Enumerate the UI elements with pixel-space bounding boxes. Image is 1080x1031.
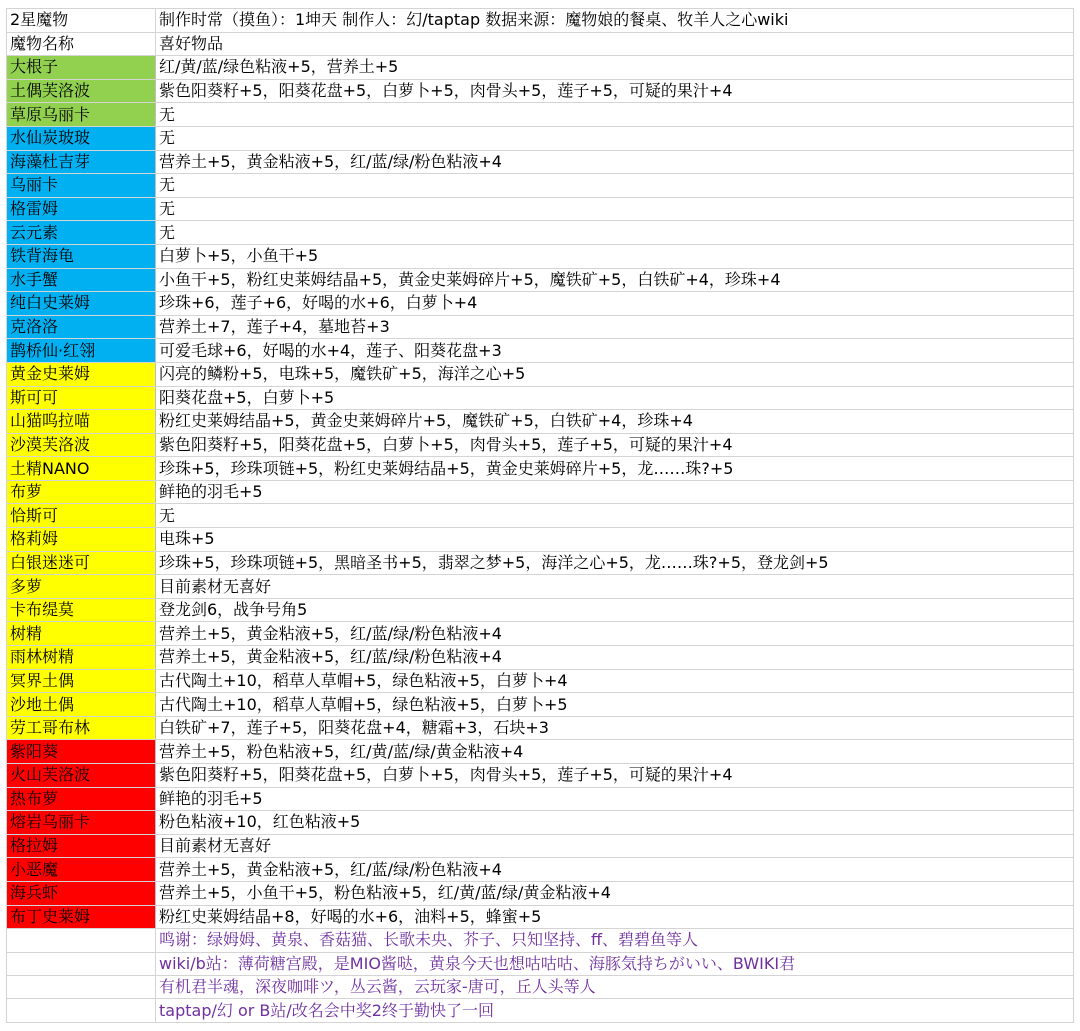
- liked-items-cell[interactable]: 营养土+5，黄金粘液+5，红/蓝/绿/粉色粘液+4: [156, 858, 1074, 882]
- monster-row: [7, 126, 1074, 150]
- monster-name-cell[interactable]: 土偶芙洛波: [7, 79, 156, 103]
- monster-name-cell[interactable]: 格拉姆: [7, 834, 156, 858]
- monster-name-cell[interactable]: 铁背海龟: [7, 244, 156, 268]
- monster-row: [7, 504, 1074, 528]
- monster-row: [7, 764, 1074, 788]
- monster-row: [7, 622, 1074, 646]
- liked-items-cell[interactable]: 营养土+5，小鱼干+5，粉色粘液+5，红/黄/蓝/绿/黄金粘液+4: [156, 881, 1074, 905]
- liked-items-cell[interactable]: 白萝卜+5，小鱼干+5: [156, 244, 1074, 268]
- monster-row: [7, 457, 1074, 481]
- liked-items-cell[interactable]: 白铁矿+7，莲子+5，阳葵花盘+4，糖霜+3，石块+3: [156, 716, 1074, 740]
- monster-preference-table: [6, 8, 1074, 1023]
- empty-cell[interactable]: [7, 999, 156, 1022]
- liked-items-cell[interactable]: 鲜艳的羽毛+5: [156, 480, 1074, 504]
- monster-row: [7, 834, 1074, 858]
- monster-row: [7, 292, 1074, 316]
- monster-name-cell[interactable]: 紫阳葵: [7, 740, 156, 764]
- liked-items-cell[interactable]: 无: [156, 504, 1074, 528]
- monster-name-cell[interactable]: 土精NANO: [7, 457, 156, 481]
- liked-items-cell[interactable]: 无: [156, 126, 1074, 150]
- monster-row: [7, 598, 1074, 622]
- monster-row: [7, 221, 1074, 245]
- monster-name-cell[interactable]: 格雷姆: [7, 197, 156, 221]
- credits-text-cell[interactable]: taptap/幻 or B站/改名会中奖2终于勤快了一回: [156, 999, 1074, 1022]
- liked-items-cell[interactable]: 无: [156, 197, 1074, 221]
- liked-items-cell[interactable]: 目前素材无喜好: [156, 834, 1074, 858]
- column-header-name[interactable]: 魔物名称: [7, 32, 156, 56]
- liked-items-cell[interactable]: 无: [156, 221, 1074, 245]
- monster-name-cell[interactable]: 斯可可: [7, 386, 156, 410]
- monster-row: [7, 858, 1074, 882]
- liked-items-cell[interactable]: 营养土+5，粉色粘液+5，红/黄/蓝/绿/黄金粘液+4: [156, 740, 1074, 764]
- monster-name-cell[interactable]: 水手蟹: [7, 268, 156, 292]
- monster-name-cell[interactable]: 沙地土偶: [7, 693, 156, 717]
- monster-name-cell[interactable]: 乌丽卡: [7, 174, 156, 198]
- liked-items-cell[interactable]: 营养土+5，黄金粘液+5，红/蓝/绿/粉色粘液+4: [156, 150, 1074, 174]
- monster-name-cell[interactable]: 云元素: [7, 221, 156, 245]
- monster-row: [7, 480, 1074, 504]
- monster-row: [7, 787, 1074, 811]
- monster-name-cell[interactable]: 白银迷迷可: [7, 551, 156, 575]
- liked-items-cell[interactable]: 无: [156, 174, 1074, 198]
- monster-row: [7, 646, 1074, 670]
- monster-row: [7, 740, 1074, 764]
- monster-name-cell[interactable]: 小恶魔: [7, 858, 156, 882]
- monster-row: [7, 174, 1074, 198]
- monster-row: [7, 362, 1074, 386]
- monster-name-cell[interactable]: 大根子: [7, 56, 156, 80]
- monster-name-cell[interactable]: 草原乌丽卡: [7, 103, 156, 127]
- empty-cell[interactable]: [7, 975, 156, 998]
- credits-text-cell[interactable]: 有机君半魂，深夜咖啡ツ，丛云酱，云玩家-唐可，丘人头等人: [156, 975, 1074, 998]
- liked-items-cell[interactable]: 阳葵花盘+5，白萝卜+5: [156, 386, 1074, 410]
- monster-row: [7, 693, 1074, 717]
- monster-row: [7, 386, 1074, 410]
- monster-row: [7, 669, 1074, 693]
- monster-name-cell[interactable]: 熔岩乌丽卡: [7, 811, 156, 835]
- credits-row: [7, 999, 1074, 1022]
- credits-row: [7, 975, 1074, 998]
- monster-row: [7, 410, 1074, 434]
- monster-name-cell[interactable]: 沙漠芙洛波: [7, 433, 156, 457]
- monster-name-cell[interactable]: 树精: [7, 622, 156, 646]
- liked-items-cell[interactable]: 粉红史莱姆结晶+5，黄金史莱姆碎片+5，魔铁矿+5，白铁矿+4，珍珠+4: [156, 410, 1074, 434]
- monster-row: [7, 716, 1074, 740]
- liked-items-cell[interactable]: 珍珠+5，珍珠项链+5，粉红史莱姆结晶+5，黄金史莱姆碎片+5，龙……珠?+5: [156, 457, 1074, 481]
- monster-name-cell[interactable]: 多萝: [7, 575, 156, 599]
- monster-row: [7, 433, 1074, 457]
- monster-name-cell[interactable]: 布萝: [7, 480, 156, 504]
- liked-items-cell[interactable]: 可爱毛球+6，好喝的水+4，莲子、阳葵花盘+3: [156, 339, 1074, 363]
- liked-items-cell[interactable]: 紫色阳葵籽+5，阳葵花盘+5，白萝卜+5，肉骨头+5，莲子+5，可疑的果汁+4: [156, 433, 1074, 457]
- header-row: [7, 9, 1074, 33]
- monster-row: [7, 244, 1074, 268]
- monster-name-cell[interactable]: 海藻杜吉芽: [7, 150, 156, 174]
- monster-name-cell[interactable]: 劳工哥布林: [7, 716, 156, 740]
- monster-row: [7, 551, 1074, 575]
- monster-name-cell[interactable]: 鹊桥仙·红翎: [7, 339, 156, 363]
- monster-name-cell[interactable]: 恰斯可: [7, 504, 156, 528]
- monster-name-cell[interactable]: 布丁史莱姆: [7, 905, 156, 929]
- table-body: [7, 9, 1074, 1023]
- monster-row: [7, 575, 1074, 599]
- liked-items-cell[interactable]: 紫色阳葵籽+5，阳葵花盘+5，白萝卜+5，肉骨头+5，莲子+5，可疑的果汁+4: [156, 79, 1074, 103]
- credits-text-cell[interactable]: wiki/b站：薄荷糖宫殿，是MIO酱哒，黄泉今天也想咕咕咕、海豚気持ちがいい、BWIKI君: [156, 952, 1074, 975]
- monster-row: [7, 79, 1074, 103]
- production-info-cell[interactable]: 制作时常（摸鱼）：1坤天 制作人：幻/taptap 数据来源：魔物娘的餐桌、牧羊人之心wiki: [156, 9, 1074, 33]
- monster-row: [7, 905, 1074, 929]
- liked-items-cell[interactable]: 登龙剑6，战争号角5: [156, 598, 1074, 622]
- monster-row: [7, 811, 1074, 835]
- liked-items-cell[interactable]: 闪亮的鳞粉+5，电珠+5，魔铁矿+5，海洋之心+5: [156, 362, 1074, 386]
- monster-row: [7, 881, 1074, 905]
- credits-row: [7, 929, 1074, 952]
- liked-items-cell[interactable]: 红/黄/蓝/绿色粘液+5，营养土+5: [156, 56, 1074, 80]
- monster-name-cell[interactable]: 火山芙洛波: [7, 764, 156, 788]
- liked-items-cell[interactable]: 粉色粘液+10，红色粘液+5: [156, 811, 1074, 835]
- liked-items-cell[interactable]: 珍珠+5，珍珠项链+5，黑暗圣书+5，翡翠之梦+5，海洋之心+5，龙……珠?+5，登龙剑+5: [156, 551, 1074, 575]
- monster-row: [7, 268, 1074, 292]
- liked-items-cell[interactable]: 古代陶土+10，稻草人草帽+5，绿色粘液+5，白萝卜+4: [156, 669, 1074, 693]
- credits-row: [7, 952, 1074, 975]
- monster-name-cell[interactable]: 雨林树精: [7, 646, 156, 670]
- liked-items-cell[interactable]: 古代陶土+10，稻草人草帽+5，绿色粘液+5，白萝卜+5: [156, 693, 1074, 717]
- liked-items-cell[interactable]: 电珠+5: [156, 528, 1074, 552]
- monster-row: [7, 197, 1074, 221]
- monster-name-cell[interactable]: 山猫呜拉喵: [7, 410, 156, 434]
- monster-name-cell[interactable]: 纯白史莱姆: [7, 292, 156, 316]
- liked-items-cell[interactable]: 营养土+5，黄金粘液+5，红/蓝/绿/粉色粘液+4: [156, 622, 1074, 646]
- sheet-title-cell[interactable]: 2星魔物: [7, 9, 156, 33]
- monster-name-cell[interactable]: 海兵虾: [7, 881, 156, 905]
- column-header-row: [7, 32, 1074, 56]
- monster-row: [7, 150, 1074, 174]
- liked-items-cell[interactable]: 珍珠+6，莲子+6，好喝的水+6，白萝卜+4: [156, 292, 1074, 316]
- liked-items-cell[interactable]: 无: [156, 103, 1074, 127]
- monster-name-cell[interactable]: 热布萝: [7, 787, 156, 811]
- monster-name-cell[interactable]: 克洛洛: [7, 315, 156, 339]
- liked-items-cell[interactable]: 营养土+7，莲子+4，墓地苔+3: [156, 315, 1074, 339]
- monster-name-cell[interactable]: 格莉姆: [7, 528, 156, 552]
- liked-items-cell[interactable]: 目前素材无喜好: [156, 575, 1074, 599]
- monster-row: [7, 315, 1074, 339]
- empty-cell[interactable]: [7, 952, 156, 975]
- monster-name-cell[interactable]: 冥界土偶: [7, 669, 156, 693]
- liked-items-cell[interactable]: 粉红史莱姆结晶+8，好喝的水+6，油料+5，蜂蜜+5: [156, 905, 1074, 929]
- monster-row: [7, 103, 1074, 127]
- monster-row: [7, 528, 1074, 552]
- monster-row: [7, 56, 1074, 80]
- empty-cell[interactable]: [7, 929, 156, 952]
- credits-text-cell[interactable]: 鸣谢：绿姆姆、黄泉、香菇猫、长歌未央、芥子、只知坚持、ff、碧碧鱼等人: [156, 929, 1074, 952]
- spreadsheet: [6, 8, 1073, 1023]
- liked-items-cell[interactable]: 营养土+5，黄金粘液+5，红/蓝/绿/粉色粘液+4: [156, 646, 1074, 670]
- column-header-likes[interactable]: 喜好物品: [156, 32, 1074, 56]
- liked-items-cell[interactable]: 鲜艳的羽毛+5: [156, 787, 1074, 811]
- monster-name-cell[interactable]: 卡布缇莫: [7, 598, 156, 622]
- monster-name-cell[interactable]: 黄金史莱姆: [7, 362, 156, 386]
- liked-items-cell[interactable]: 小鱼干+5，粉红史莱姆结晶+5，黄金史莱姆碎片+5，魔铁矿+5，白铁矿+4，珍珠+4: [156, 268, 1074, 292]
- monster-row: [7, 339, 1074, 363]
- monster-name-cell[interactable]: 水仙炭玻玻: [7, 126, 156, 150]
- liked-items-cell[interactable]: 紫色阳葵籽+5，阳葵花盘+5，白萝卜+5，肉骨头+5，莲子+5，可疑的果汁+4: [156, 764, 1074, 788]
